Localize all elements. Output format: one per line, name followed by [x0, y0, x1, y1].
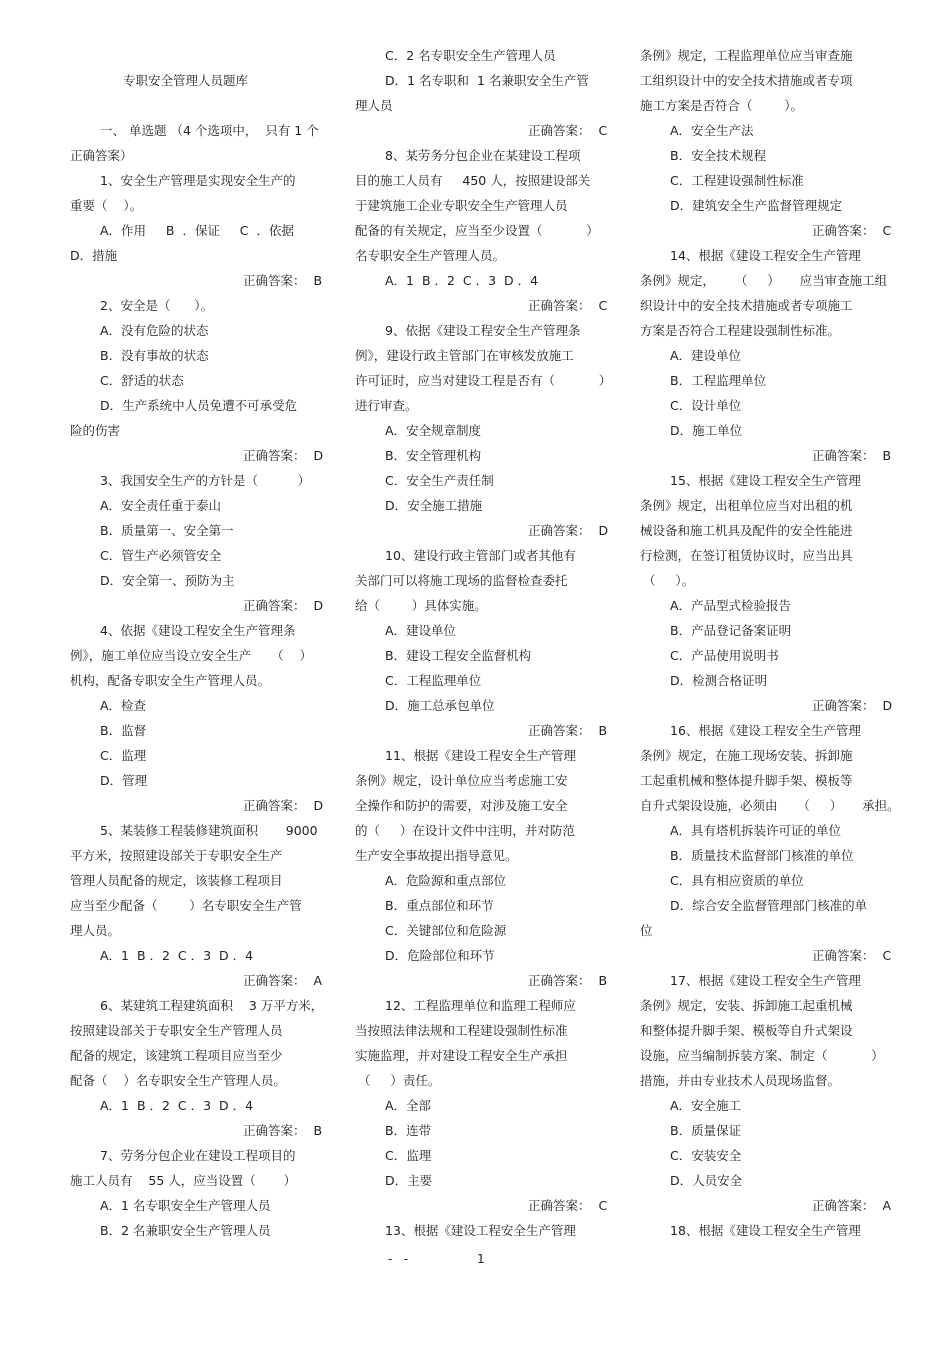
answer-line: 正确答案： A [812, 1198, 891, 1213]
text-line: 例》，建设行政主管部门在审核发放施工 [355, 348, 574, 363]
question-line: 15、根据《建设工程安全生产管理 [670, 473, 861, 488]
option-line: B．安全管理机构 [385, 448, 482, 463]
option-line: D．主要 [385, 1173, 433, 1188]
text-line: 当按照法律法规和工程建设强制性标准 [355, 1023, 568, 1038]
text-line: 于建筑施工企业专职安全生产管理人员 [355, 198, 568, 213]
option-line: C．监理 [385, 1148, 432, 1163]
text-line: 和整体提升脚手架、模板等自升式架设 [640, 1023, 853, 1038]
option-line: A．作用 B ．保证 C ．依据 [100, 223, 294, 238]
option-line: C．管生产必须管安全 [100, 548, 222, 563]
footer-dashes: - - [388, 1252, 409, 1266]
option-line: D．安全施工措施 [385, 498, 483, 513]
text-line: 条例》规定，设计单位应当考虑施工安 [355, 773, 568, 788]
option-line: C．具有相应资质的单位 [670, 873, 804, 888]
answer-line: 正确答案） [70, 148, 133, 163]
text-line: 名专职安全生产管理人员。 [355, 248, 506, 263]
text-line: 织设计中的安全技术措施或者专项施工 [640, 298, 853, 313]
text-line: 工起重机械和整体提升脚手架、模板等 [640, 773, 853, 788]
text-line: 平方米，按照建设部关于专职安全生产 [70, 848, 283, 863]
text-line: 条例》规定，安装、拆卸施工起重机械 [640, 998, 853, 1013]
option-line: A．1 B ．2 C ．3 D ．4 [385, 273, 539, 288]
text-line: 配备的规定，该建筑工程项目应当至少 [70, 1048, 283, 1063]
option-line: B．建设工程安全监督机构 [385, 648, 532, 663]
question-line: 10、建设行政主管部门或者其他有 [385, 548, 576, 563]
option-line: A．全部 [385, 1098, 432, 1113]
question-line: 17、根据《建设工程安全生产管理 [670, 973, 861, 988]
text-line: 的（ ）在设计文件中注明，并对防范 [355, 823, 575, 838]
text-line: 设施，应当编制拆装方案、制定（ ） [640, 1048, 884, 1063]
text-line: 机构，配备专职安全生产管理人员。 [70, 673, 271, 688]
text-line: 行检测，在签订租赁协议时，应当出具 [640, 548, 853, 563]
option-line: D．综合安全监督管理部门核准的单 [670, 898, 868, 913]
option-line: C．设计单位 [670, 398, 742, 413]
option-line: A．具有塔机拆装许可证的单位 [670, 823, 842, 838]
text-line: 应当至少配备（ ）名专职安全生产管 [70, 898, 302, 913]
question-line: 16、根据《建设工程安全生产管理 [670, 723, 861, 738]
question-line: 1、安全生产管理是实现安全生产的 [100, 173, 296, 188]
option-line: A．1 B ．2 C ．3 D ．4 [100, 1098, 254, 1113]
text-line: 生产安全事故提出指导意见。 [355, 848, 518, 863]
option-line: A．安全生产法 [670, 123, 754, 138]
option-line: A．1 名专职安全生产管理人员 [100, 1198, 271, 1213]
text-line: 管理人员配备的规定，该装修工程项目 [70, 873, 283, 888]
answer-line: 正确答案： B [243, 1123, 323, 1138]
text-line: 条例》规定，出租单位应当对出租的机 [640, 498, 853, 513]
answer-line: 正确答案： B [812, 448, 892, 463]
option-line: B．质量保证 [670, 1123, 742, 1138]
text-line: 条例》规定，在施工现场安装、拆卸施 [640, 748, 853, 763]
option-line: D．建筑安全生产监督管理规定 [670, 198, 843, 213]
text-line: 进行审查。 [355, 398, 418, 413]
text-line: 险的伤害 [70, 423, 121, 438]
text-line: 措施，并由专业技术人员现场监督。 [640, 1073, 841, 1088]
text-line: 关部门可以将施工现场的监督检查委托 [355, 573, 568, 588]
option-line: A．安全施工 [670, 1098, 742, 1113]
option-line: D．人员安全 [670, 1173, 743, 1188]
text-line: 理人员 [355, 98, 393, 113]
text-line: 配备的有关规定，应当至少设置（ ） [355, 223, 599, 238]
option-line: C．工程监理单位 [385, 673, 482, 688]
question-line: 14、根据《建设工程安全生产管理 [670, 248, 861, 263]
option-line: B．连带 [385, 1123, 432, 1138]
option-line: B．没有事故的状态 [100, 348, 209, 363]
option-line: B．工程监理单位 [670, 373, 767, 388]
answer-line: 正确答案： C [528, 1198, 608, 1213]
page-number: 1 [477, 1252, 485, 1266]
option-line: C．舒适的状态 [100, 373, 184, 388]
text-line: 条例》规定， （ ） 应当审查施工组 [640, 273, 888, 288]
text-line: 位 [640, 923, 653, 938]
option-line: D．管理 [100, 773, 148, 788]
text-line: 按照建设部关于专职安全生产管理人员 [70, 1023, 283, 1038]
text-line: 配备（ ）名专职安全生产管理人员。 [70, 1073, 286, 1088]
question-line: 11、根据《建设工程安全生产管理 [385, 748, 576, 763]
question-line: 6、某建筑工程建筑面积 3 万平方米， [100, 998, 324, 1013]
option-line: D．施工总承包单位 [385, 698, 495, 713]
question-line: 4、依据《建设工程安全生产管理条 [100, 623, 296, 638]
option-line: D．措施 [70, 248, 118, 263]
option-line: A．建设单位 [385, 623, 457, 638]
text-line: （ ）。 [643, 573, 695, 588]
option-line: B．质量第一、安全第一 [100, 523, 234, 538]
text-line: 理人员。 [70, 923, 121, 938]
text-line: 施工人员有 55 人，应当设置（ ） [70, 1173, 297, 1188]
option-line: C．监理 [100, 748, 147, 763]
text-line: （ ）责任。 [358, 1073, 441, 1088]
text-line: 条例》规定，工程监理单位应当审查施 [640, 48, 853, 63]
option-line: C．工程建设强制性标准 [670, 173, 804, 188]
option-line: A．没有危险的状态 [100, 323, 209, 338]
question-line: 12、工程监理单位和监理工程师应 [385, 998, 576, 1013]
answer-line: 正确答案： C [812, 948, 892, 963]
page-title: 专职安全管理人员题库 [123, 73, 249, 88]
text-line: 实施监理，并对建设工程安全生产承担 [355, 1048, 568, 1063]
option-line: D．危险部位和环节 [385, 948, 495, 963]
text-line: 全操作和防护的需要，对涉及施工安全 [355, 798, 568, 813]
question-line: 13、根据《建设工程安全生产管理 [385, 1223, 576, 1238]
question-line: 9、依据《建设工程安全生产管理条 [385, 323, 581, 338]
answer-line: 正确答案： D [243, 598, 324, 613]
question-line: 3、我国安全生产的方针是（ ） [100, 473, 311, 488]
text-line: 目的施工人员有 450 人，按照建设部关 [355, 173, 591, 188]
text-line: 自升式架设设施，必须由 （ ） 承担。 [640, 798, 900, 813]
option-line: B．监督 [100, 723, 147, 738]
option-line: B．重点部位和环节 [385, 898, 494, 913]
answer-line: 正确答案： B [528, 723, 608, 738]
answer-line: 正确答案： D [528, 523, 609, 538]
option-line: B．产品登记备案证明 [670, 623, 792, 638]
option-line: A．产品型式检验报告 [670, 598, 792, 613]
option-line: A．检查 [100, 698, 147, 713]
answer-line: 正确答案： A [243, 973, 322, 988]
option-line: A．1 B ．2 C ．3 D ．4 [100, 948, 254, 963]
question-line: 5、某装修工程装修建筑面积 9000 [100, 823, 318, 838]
question-line: 2、安全是（ ）。 [100, 298, 214, 313]
option-line: D．施工单位 [670, 423, 743, 438]
option-line: D．安全第一、预防为主 [100, 573, 235, 588]
option-line: D．生产系统中人员免遭不可承受危 [100, 398, 298, 413]
option-line: A．安全责任重于泰山 [100, 498, 222, 513]
option-line: D．1 名专职和 1 名兼职安全生产管 [385, 73, 589, 88]
option-line: C．安全生产责任制 [385, 473, 494, 488]
answer-line: 正确答案： B [243, 273, 323, 288]
option-line: C．关键部位和危险源 [385, 923, 507, 938]
option-line: C．安装安全 [670, 1148, 742, 1163]
option-line: A．安全规章制度 [385, 423, 482, 438]
answer-line: 正确答案： B [528, 973, 608, 988]
text-line: 方案是否符合工程建设强制性标准。 [640, 323, 841, 338]
option-line: B．质量技术监督部门核准的单位 [670, 848, 854, 863]
answer-line: 正确答案： D [243, 798, 324, 813]
text-line: 重要（ ）。 [70, 198, 143, 213]
answer-line: 正确答案： D [243, 448, 324, 463]
option-line: D．检测合格证明 [670, 673, 768, 688]
answer-line: 正确答案： C [812, 223, 892, 238]
text-line: 给（ ）具体实施。 [355, 598, 487, 613]
text-line: 一、 单选题 （4 个选项中， 只有 1 个 [100, 123, 319, 138]
option-line: A．危险源和重点部位 [385, 873, 507, 888]
question-line: 18、根据《建设工程安全生产管理 [670, 1223, 861, 1238]
text-line: 施工方案是否符合（ ）。 [640, 98, 804, 113]
option-line: C．2 名专职安全生产管理人员 [385, 48, 556, 63]
answer-line: 正确答案： D [812, 698, 893, 713]
text-line: 许可证时，应当对建设工程是否有（ ） [355, 373, 612, 388]
option-line: C．产品使用说明书 [670, 648, 779, 663]
option-line: B．安全技术规程 [670, 148, 767, 163]
answer-line: 正确答案： C [528, 298, 608, 313]
text-line: 械设备和施工机具及配件的安全性能进 [640, 523, 853, 538]
question-line: 7、劳务分包企业在建设工程项目的 [100, 1148, 296, 1163]
option-line: B．2 名兼职安全生产管理人员 [100, 1223, 271, 1238]
option-line: A．建设单位 [670, 348, 742, 363]
text-line: 例》，施工单位应当设立安全生产 （ ） [70, 648, 313, 663]
answer-line: 正确答案： C [528, 123, 608, 138]
text-line: 工组织设计中的安全技术措施或者专项 [640, 73, 853, 88]
question-line: 8、某劳务分包企业在某建设工程项 [385, 148, 581, 163]
